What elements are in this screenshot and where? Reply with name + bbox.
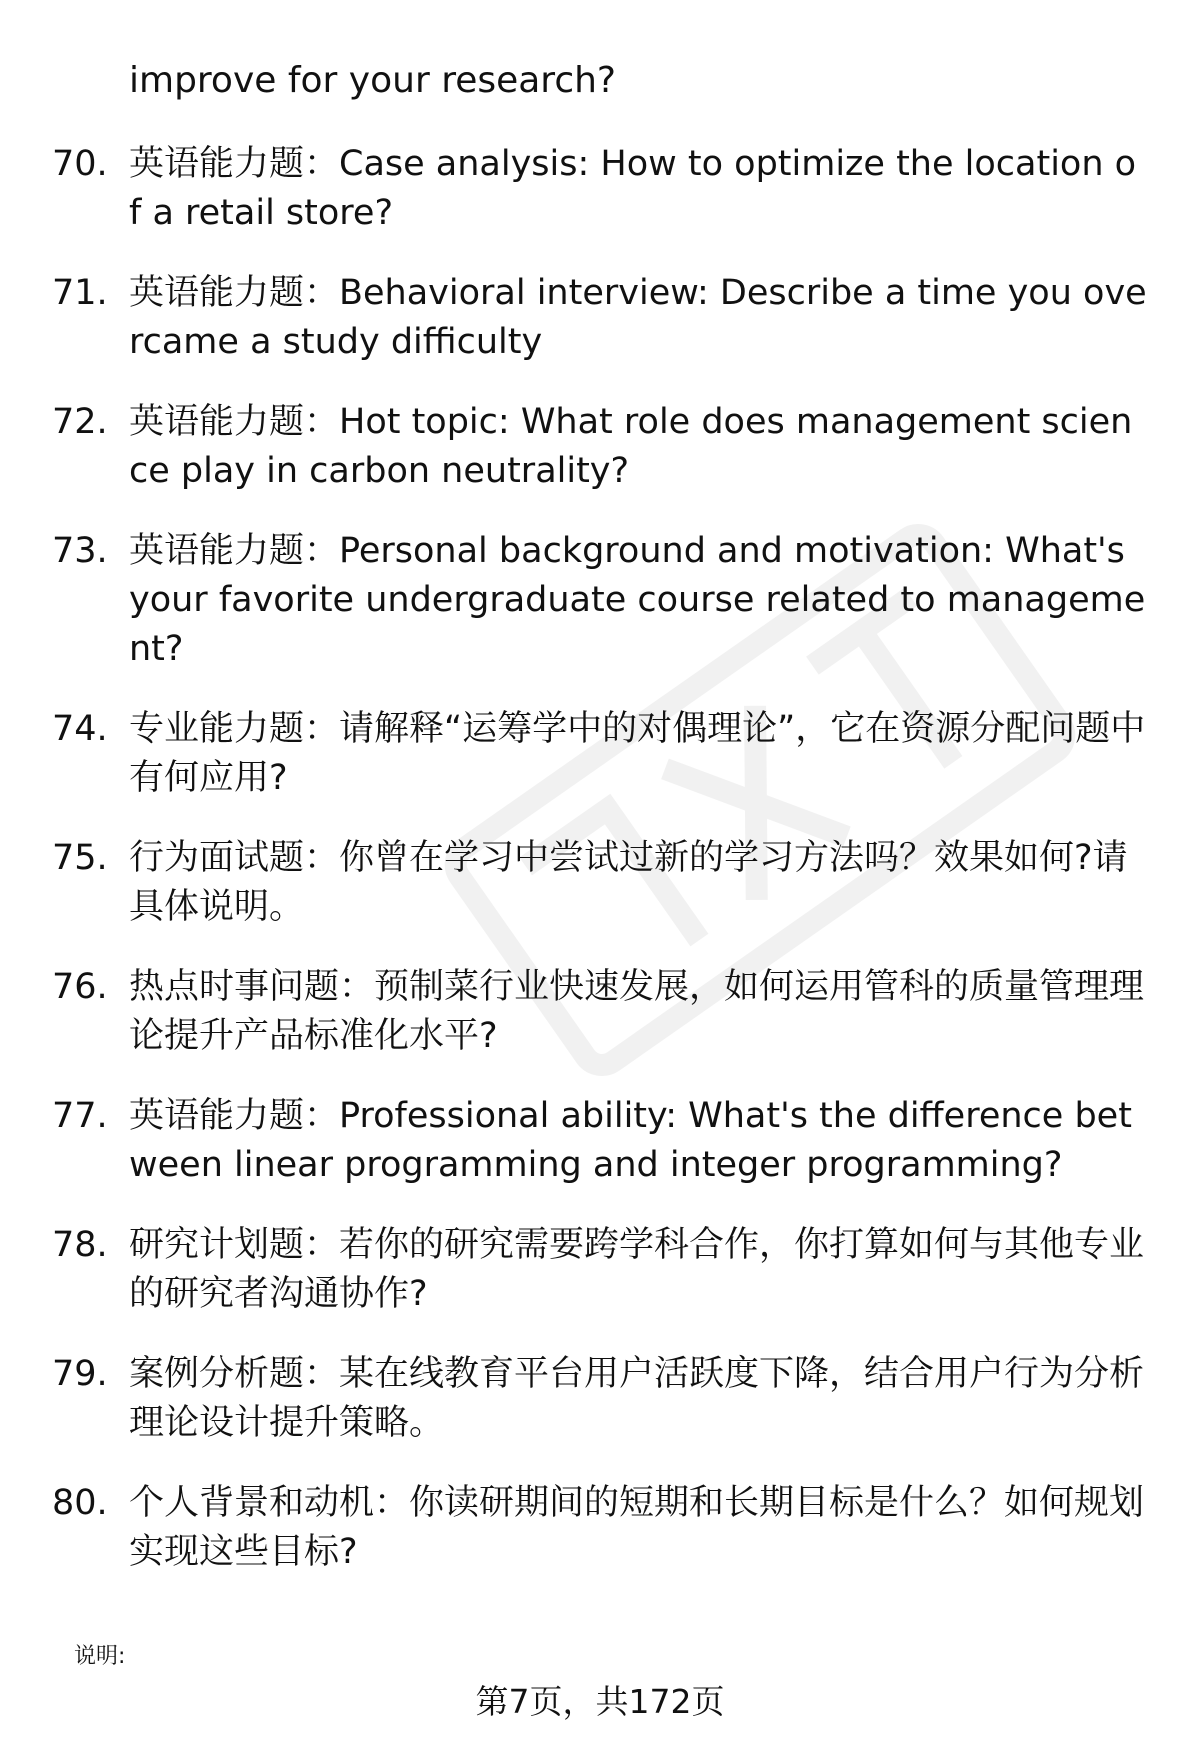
question-text: 个人背景和动机：你读研期间的短期和长期目标是什么？如何规划实现这些目标?: [129, 1483, 1145, 1572]
continuation-line: improve for your research?: [129, 60, 617, 101]
note-label: 说明:: [74, 1644, 126, 1669]
question-item: [52, 1350, 1152, 1448]
question-item: [52, 963, 1152, 1061]
question-number: 76.: [52, 967, 108, 1007]
question-text: 英语能力题：Hot topic: What role does management science play in carbon neutrality?: [129, 402, 1133, 491]
question-list: [52, 140, 1152, 1608]
question-item: [52, 140, 1152, 238]
question-text: 研究计划题：若你的研究需要跨学科合作，你打算如何与其他专业的研究者沟通协作?: [129, 1225, 1145, 1314]
question-number: 80.: [52, 1483, 108, 1523]
question-item: [52, 1092, 1152, 1190]
question-item: [52, 398, 1152, 496]
question-number: 73.: [52, 531, 108, 571]
question-item: [52, 1221, 1152, 1319]
question-text: 英语能力题：Professional ability: What's the difference between linear programming and integer programming?: [129, 1096, 1132, 1185]
question-text: 行为面试题：你曾在学习中尝试过新的学习方法吗？效果如何?请具体说明。: [129, 838, 1128, 927]
question-number: 77.: [52, 1096, 108, 1136]
question-number: 71.: [52, 273, 108, 313]
question-number: 79.: [52, 1354, 108, 1394]
question-item: [52, 1479, 1152, 1577]
question-text: 英语能力题：Case analysis: How to optimize the location of a retail store?: [129, 144, 1137, 233]
question-text: 热点时事问题：预制菜行业快速发展，如何运用管科的质量管理理论提升产品标准化水平?: [129, 967, 1145, 1056]
question-text: 案例分析题：某在线教育平台用户活跃度下降，结合用户行为分析理论设计提升策略。: [129, 1354, 1145, 1443]
question-item: [52, 269, 1152, 367]
question-number: 75.: [52, 838, 108, 878]
question-text: 专业能力题：请解释“运筹学中的对偶理论”，它在资源分配问题中有何应用?: [129, 709, 1146, 798]
question-item: [52, 527, 1152, 674]
question-number: 74.: [52, 709, 108, 749]
question-item: [52, 705, 1152, 803]
question-number: 72.: [52, 402, 108, 442]
question-number: 70.: [52, 144, 108, 184]
question-text: 英语能力题：Behavioral interview: Describe a time you overcame a study difficulty: [129, 273, 1147, 362]
page-footer: 第7页，共172页: [475, 1682, 725, 1721]
question-text: 英语能力题：Personal background and motivation: What's your favorite undergraduate course related to management?: [129, 531, 1146, 669]
question-item: [52, 834, 1152, 932]
question-number: 78.: [52, 1225, 108, 1265]
